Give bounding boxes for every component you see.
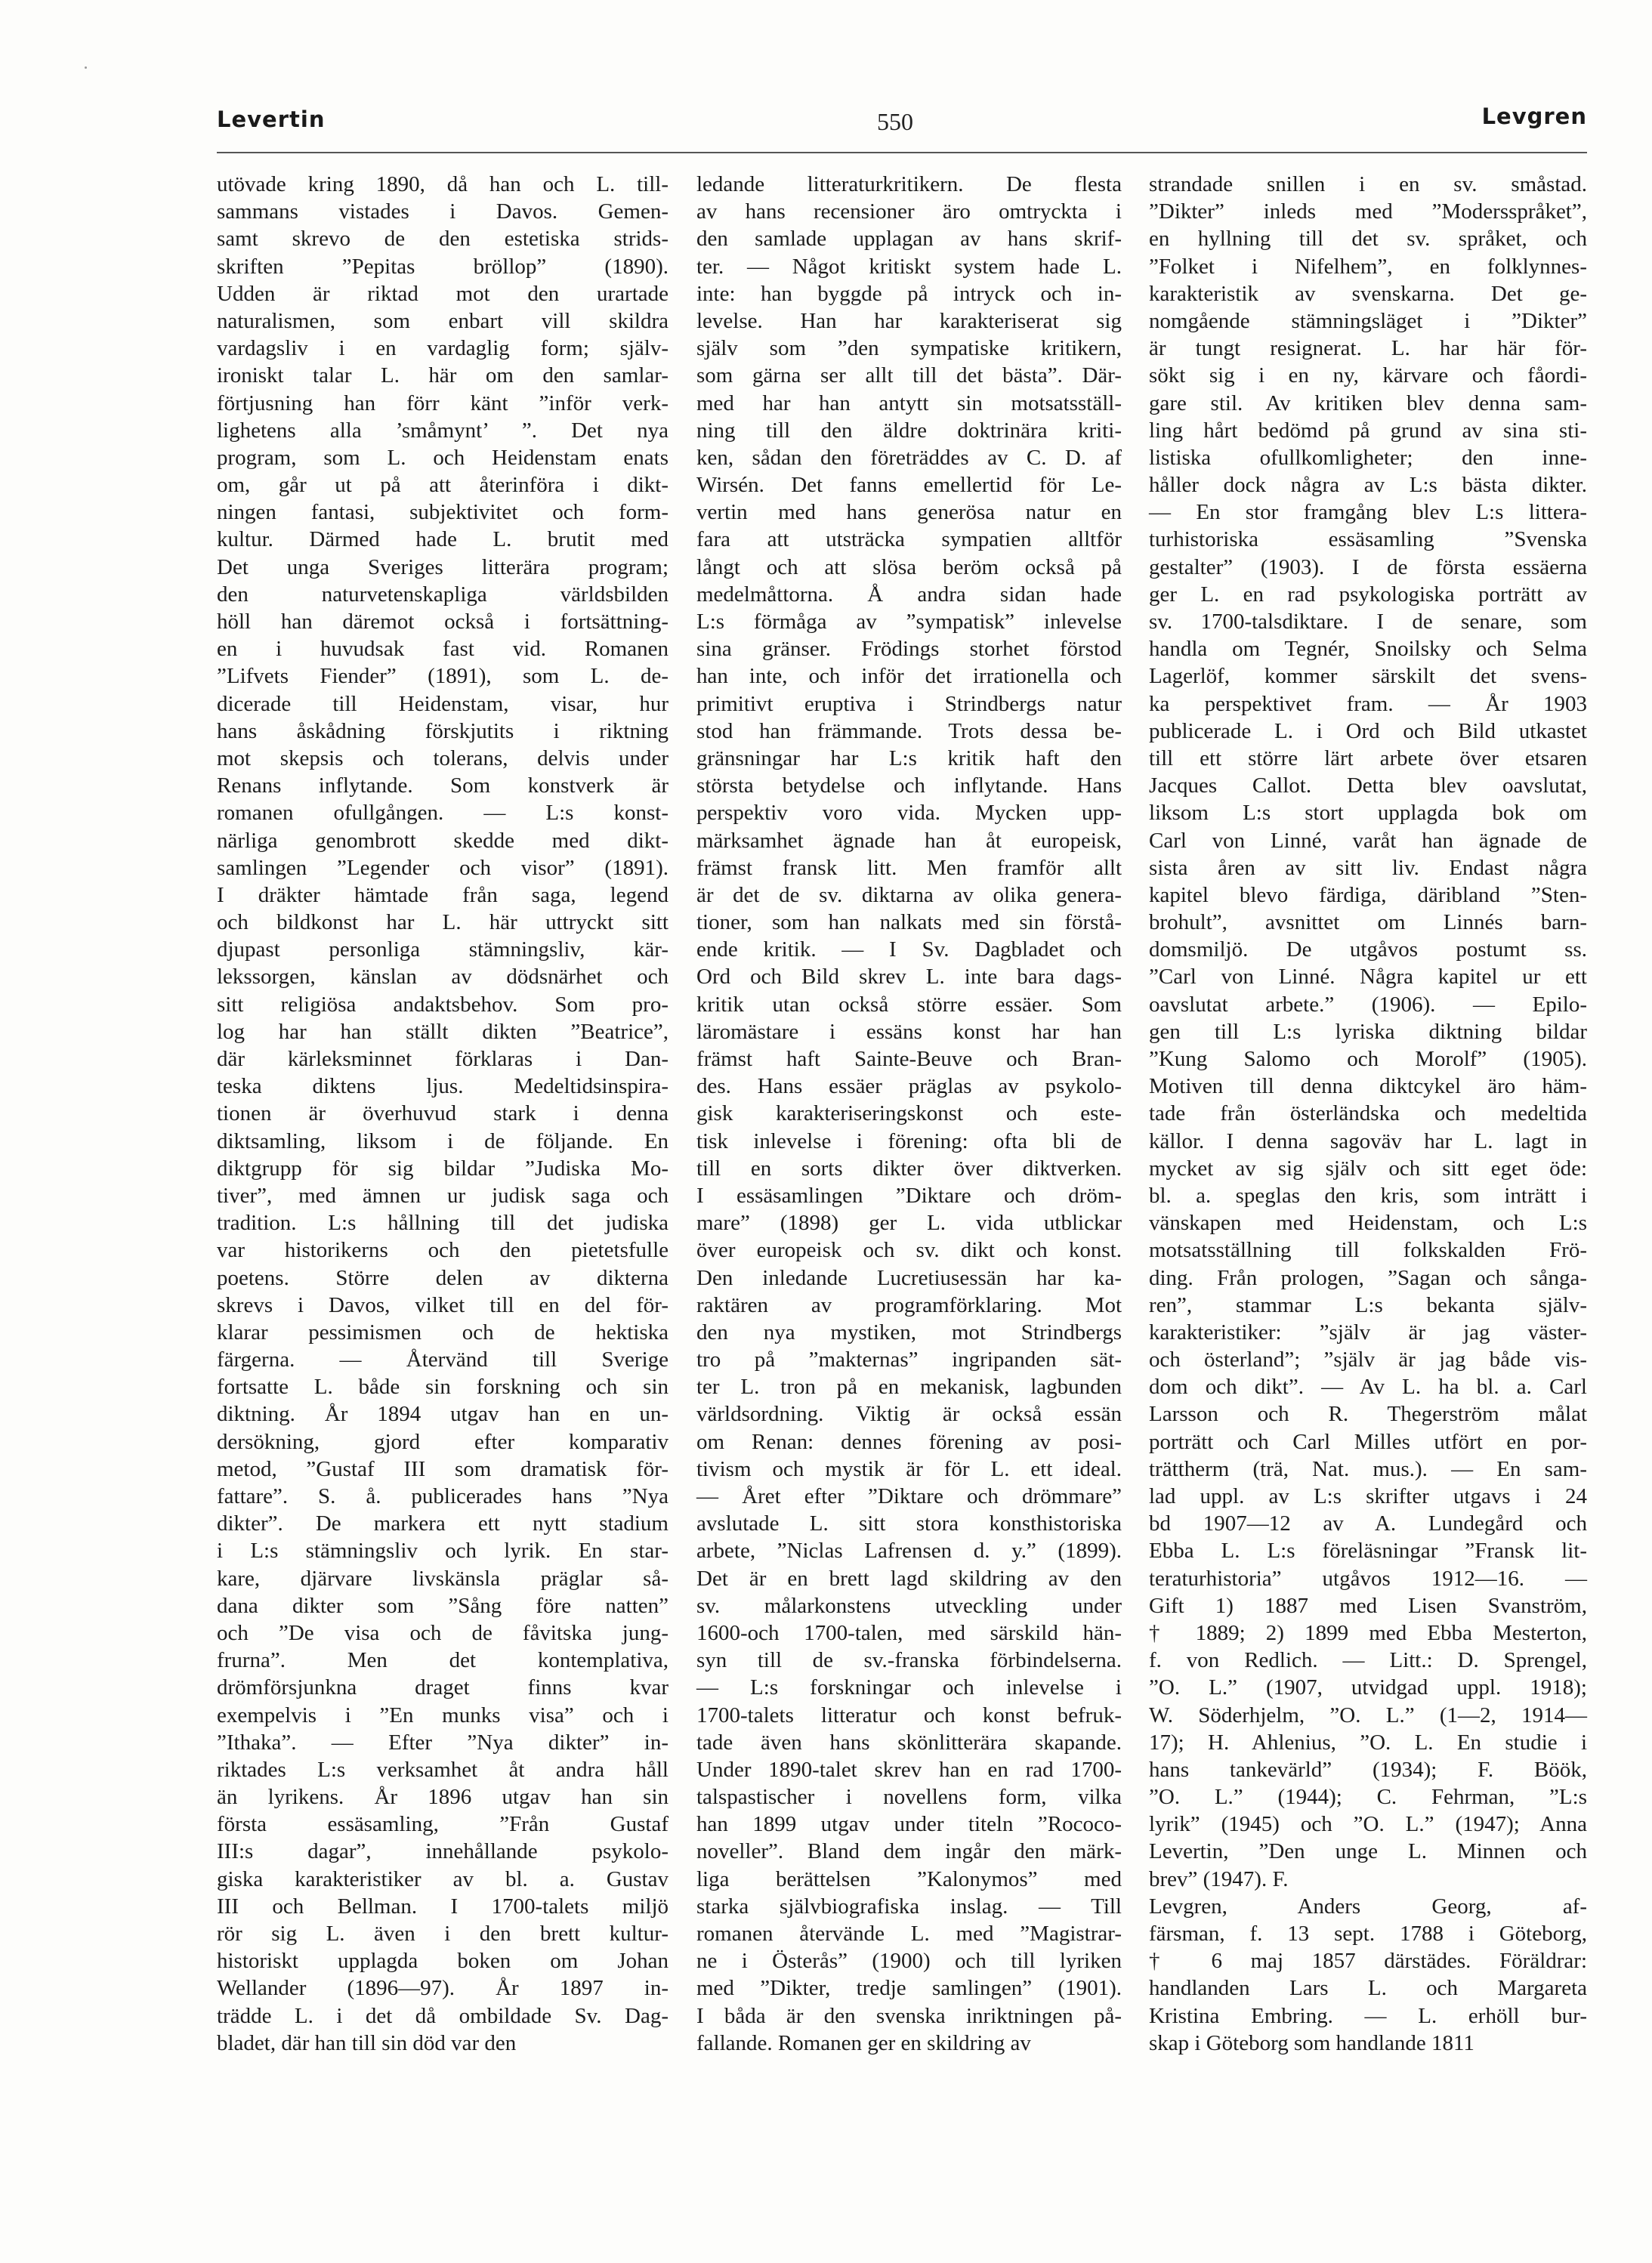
text-line: själv som ”den sympatiske kritikern, xyxy=(696,336,1122,361)
header-right-word: Levgren xyxy=(1481,103,1587,129)
text-line: III och Bellman. I 1700-talets miljö xyxy=(217,1894,669,1919)
text-line: Udden är riktad mot den urartade xyxy=(217,281,669,306)
text-line: vardagsliv i en vardaglig form; själv- xyxy=(217,336,669,361)
text-line: riktades L:s verksamhet åt andra håll xyxy=(217,1757,669,1782)
text-line: karakteristiker: ”själv är jag väster- xyxy=(1149,1320,1587,1345)
text-line: som gärna ser allt till det bästa”. Där- xyxy=(696,363,1122,388)
text-line: naturalismen, som enbart vill skildra xyxy=(217,308,669,333)
text-line: gestalter” (1903). I de första essäerna xyxy=(1149,554,1587,579)
text-line: medelmåttorna. Å andra sidan hade xyxy=(696,582,1122,607)
text-line: hans tankevärld” (1934); F. Böök, xyxy=(1149,1757,1587,1782)
text-line: långt och att slösa beröm också på xyxy=(696,554,1122,579)
text-line: den nya mystiken, mot Strindbergs xyxy=(696,1320,1122,1345)
text-line: trättherm (trä, Nat. mus.). — En sam- xyxy=(1149,1456,1587,1481)
text-line: till ett större lärt arbete över etsaren xyxy=(1149,746,1587,770)
text-line: Wellander (1896—97). År 1897 in- xyxy=(217,1976,669,2001)
text-line: — En stor framgång blev L:s littera- xyxy=(1149,500,1587,525)
text-line: primitivt eruptiva i Strindbergs natur xyxy=(696,691,1122,716)
text-line: arbete, ”Niclas Lafrensen d. y.” (1899). xyxy=(696,1539,1122,1564)
text-line: ”Carl von Linné. Några kapitel ur ett xyxy=(1149,965,1587,989)
text-line: i L:s stämningsliv och lyrik. En star- xyxy=(217,1539,669,1564)
text-line: gisk karakteriseringskonst och este- xyxy=(696,1101,1122,1126)
text-line: diktning. År 1894 utgav han en un- xyxy=(217,1402,669,1427)
text-line: listiska ofullkomligheter; den inne- xyxy=(1149,445,1587,470)
text-line: Kristina Embring. — L. erhöll bur- xyxy=(1149,2003,1587,2028)
text-line: mycket av sig själv och sitt eget öde: xyxy=(1149,1156,1587,1181)
text-line: den naturvetenskapliga världsbilden xyxy=(217,582,669,607)
text-line: Levertin, ”Den unge L. Minnen och xyxy=(1149,1839,1587,1864)
text-line: skrevs i Davos, vilket till en del för- xyxy=(217,1292,669,1317)
text-column-2 xyxy=(696,171,1122,2057)
text-line: sammans vistades i Davos. Gemen- xyxy=(217,199,669,224)
text-column-3 xyxy=(1149,171,1587,2057)
text-line: dikter”. De markera ett nytt stadium xyxy=(217,1511,669,1536)
text-line: ter. — Något kritiskt system hade L. xyxy=(696,254,1122,279)
text-line: färsman, f. 13 sept. 1788 i Göteborg, xyxy=(1149,1922,1587,1946)
text-line: Renans inflytande. Som konstverk är xyxy=(217,773,669,798)
text-line: kritik utan också större essäer. Som xyxy=(696,992,1122,1017)
text-line: utövade kring 1890, då han och L. till- xyxy=(217,172,669,196)
text-line: ren”, stammar L:s bekanta själv- xyxy=(1149,1292,1587,1317)
text-line: trädde L. i det då ombildade Sv. Dag- xyxy=(217,2003,669,2028)
text-line: liksom L:s stort upplagda bok om xyxy=(1149,801,1587,826)
text-line: Det är en brett lagd skildring av den xyxy=(696,1566,1122,1591)
text-line: lad uppl. av L:s skrifter utgavs i 24 xyxy=(1149,1484,1587,1508)
text-line: kare, djärvare livskänsla präglar så- xyxy=(217,1566,669,1591)
text-line: lyrik” (1945) och ”O. L.” (1947); Anna xyxy=(1149,1812,1587,1837)
text-line: är det de sv. diktarna av olika genera- xyxy=(696,882,1122,907)
text-line: — Året efter ”Diktare och drömmare” xyxy=(696,1484,1122,1508)
text-line: skriften ”Pepitas bröllop” (1890). xyxy=(217,254,669,279)
text-line: klarar pessimismen och de hektiska xyxy=(217,1320,669,1345)
text-line: än lyrikens. År 1896 utgav han sin xyxy=(217,1785,669,1810)
text-line: ne i Österås” (1900) och till lyriken xyxy=(696,1949,1122,1974)
text-line: ”O. L.” (1907, utvidgad uppl. 1918); xyxy=(1149,1675,1587,1700)
text-line: av hans recensioner äro omtryckta i xyxy=(696,199,1122,224)
text-line: † 1889; 2) 1899 med Ebba Mesterton, xyxy=(1149,1620,1587,1645)
text-line: var historikerns och den pietetsfulle xyxy=(217,1238,669,1263)
text-line: kapitel blevo färdiga, däribland ”Sten- xyxy=(1149,882,1587,907)
text-line: Den inledande Lucretiusessän har ka- xyxy=(696,1265,1122,1290)
text-line: historiskt upplagda boken om Johan xyxy=(217,1949,669,1974)
text-line: Det unga Sveriges litterära program; xyxy=(217,554,669,579)
text-line: liga berättelsen ”Kalonymos” med xyxy=(696,1866,1122,1891)
text-line: stod han främmande. Trots dessa be- xyxy=(696,718,1122,743)
text-line: ”Lifvets Fiender” (1891), som L. de- xyxy=(217,664,669,689)
text-line: ”Ithaka”. — Efter ”Nya dikter” in- xyxy=(217,1730,669,1755)
text-line: Under 1890-talet skrev han en rad 1700- xyxy=(696,1757,1122,1782)
text-line: och bildkonst har L. här uttryckt sitt xyxy=(217,910,669,935)
text-line: ger L. en rad psykologiska porträtt av xyxy=(1149,582,1587,607)
text-line: mare” (1898) ger L. vida utblickar xyxy=(696,1211,1122,1236)
text-line: publicerade L. i Ord och Bild utkastet xyxy=(1149,718,1587,743)
text-line: syn till de sv.-franska förbindelserna. xyxy=(696,1648,1122,1673)
text-line: Lagerlöf, kommer särskilt det svens- xyxy=(1149,664,1587,689)
text-line: främst fransk litt. Men framför allt xyxy=(696,855,1122,880)
text-line: närliga genombrott skedde med dikt- xyxy=(217,828,669,853)
text-line: metod, ”Gustaf III som dramatisk för- xyxy=(217,1456,669,1481)
text-line: motsatsställning till folkskalden Frö- xyxy=(1149,1238,1587,1263)
text-line: världsordning. Viktig är också essän xyxy=(696,1402,1122,1427)
text-line: exempelvis i ”En munks visa” och i xyxy=(217,1703,669,1727)
text-line: Levgren, Anders Georg, af- xyxy=(1149,1894,1587,1919)
text-line: avslutade L. sitt stora konsthistoriska xyxy=(696,1511,1122,1536)
text-line: Larsson och R. Thegerström målat xyxy=(1149,1402,1587,1427)
text-line: där kärleksminnet förklaras i Dan- xyxy=(217,1047,669,1071)
text-line: gränsningar har L:s kritik haft den xyxy=(696,746,1122,770)
text-line: I båda är den svenska inriktningen på- xyxy=(696,2003,1122,2028)
text-line: den samlade upplagan av hans skrif- xyxy=(696,227,1122,252)
text-line: ende kritik. — I Sv. Dagbladet och xyxy=(696,937,1122,962)
text-line: gen till L:s lyriska diktning bildar xyxy=(1149,1019,1587,1044)
text-line: tade från österländska och medeltida xyxy=(1149,1101,1587,1126)
text-line: rör sig L. även i den brett kultur- xyxy=(217,1922,669,1946)
text-line: diktgrupp för sig bildar ”Judiska Mo- xyxy=(217,1156,669,1181)
text-line: diktsamling, liksom i de följande. En xyxy=(217,1128,669,1153)
text-line: bl. a. speglas den kris, som inträtt i xyxy=(1149,1183,1587,1208)
text-line: ”Folket i Nifelhem”, en folklynnes- xyxy=(1149,254,1587,279)
text-line: vänskapen med Heidenstam, och L:s xyxy=(1149,1211,1587,1236)
text-line: L:s förmåga av ”sympatisk” inlevelse xyxy=(696,610,1122,634)
text-line: gare stil. Av kritiken blev denna sam- xyxy=(1149,391,1587,415)
text-line: handla om Tegnér, Snoilsky och Selma xyxy=(1149,637,1587,662)
text-line: domsmiljö. De utgåvos postumt ss. xyxy=(1149,937,1587,962)
text-line: fortsatte L. både sin forskning och sin xyxy=(217,1375,669,1400)
text-line: sitt religiösa andaktsbehov. Som pro- xyxy=(217,992,669,1017)
text-line: fattare”. S. å. publicerades hans ”Nya xyxy=(217,1484,669,1508)
text-line: lekssorgen, känslan av dödsnärhet och xyxy=(217,965,669,989)
text-line: brohult”, avsnittet om Linnés barn- xyxy=(1149,910,1587,935)
text-line: teska diktens ljus. Medeltidsinspira- xyxy=(217,1074,669,1099)
text-line: inte: han byggde på intryck och in- xyxy=(696,281,1122,306)
text-line: han 1899 utgav under titeln ”Rococo- xyxy=(696,1812,1122,1837)
text-line: sökt sig i en ny, kärvare och fåordi- xyxy=(1149,363,1587,388)
text-line: — L:s forskningar och inlevelse i xyxy=(696,1675,1122,1700)
text-line: första essäsamling, ”Från Gustaf xyxy=(217,1812,669,1837)
text-line: teraturhistoria” utgåvos 1912—16. — xyxy=(1149,1566,1587,1591)
text-line: raktären av programförklaring. Mot xyxy=(696,1292,1122,1317)
text-line: 1600-och 1700-talen, med särskild hän- xyxy=(696,1620,1122,1645)
text-line: III:s dagar”, innehållande psykolo- xyxy=(217,1839,669,1864)
text-line: I dräkter hämtade från saga, legend xyxy=(217,882,669,907)
text-line: förtjusning han förr känt ”inför verk- xyxy=(217,391,669,415)
text-line: karakteristik av svenskarna. Det ge- xyxy=(1149,281,1587,306)
text-line: fara att utsträcka sympatien alltför xyxy=(696,527,1122,552)
text-line: Jacques Callot. Detta blev oavslutat, xyxy=(1149,773,1587,798)
text-line: tro på ”makternas” ingripanden sät- xyxy=(696,1348,1122,1372)
text-line: skap i Göteborg som handlande 1811 xyxy=(1149,2030,1474,2055)
text-line: 1700-talets litteratur och konst befruk- xyxy=(696,1703,1122,1727)
text-line: dicerade till Heidenstam, visar, hur xyxy=(217,691,669,716)
text-line: ledande litteraturkritikern. De flesta xyxy=(696,172,1122,196)
text-line: giska karakteristiker av bl. a. Gustav xyxy=(217,1866,669,1891)
text-column-1 xyxy=(217,171,669,2057)
text-line: program, som L. och Heidenstam enats xyxy=(217,445,669,470)
text-line: ling hårt bedömd på grund av sina sti- xyxy=(1149,418,1587,443)
text-line: om Renan: dennes förening av posi- xyxy=(696,1429,1122,1454)
text-line: handlanden Lars L. och Margareta xyxy=(1149,1976,1587,2001)
text-line: dom och dikt”. — Av L. ha bl. a. Carl xyxy=(1149,1375,1587,1400)
text-line: med har han antytt sin motsatsställ- xyxy=(696,391,1122,415)
text-line: bladet, där han till sin död var den xyxy=(217,2030,517,2055)
text-line: ka perspektivet fram. — År 1903 xyxy=(1149,691,1587,716)
text-line: tioner, som han nalkats med sin förstå- xyxy=(696,910,1122,935)
text-line: † 6 maj 1857 därstädes. Föräldrar: xyxy=(1149,1949,1587,1974)
text-line: ningen fantasi, subjektivitet och form- xyxy=(217,500,669,525)
text-line: läromästare i essäns konst har han xyxy=(696,1019,1122,1044)
text-line: och österland”; ”själv är jag både vis- xyxy=(1149,1348,1587,1372)
text-line: ning till den äldre doktrinära kriti- xyxy=(696,418,1122,443)
text-line: färgerna. — Återvänd till Sverige xyxy=(217,1348,669,1372)
text-line: samt skrevo de den estetiska strids- xyxy=(217,227,669,252)
text-line: W. Söderhjelm, ”O. L.” (1—2, 1914— xyxy=(1149,1703,1587,1727)
text-line: 17); H. Ahlenius, ”O. L. En studie i xyxy=(1149,1730,1587,1755)
text-line: djupast personliga stämningsliv, kär- xyxy=(217,937,669,962)
text-line: källor. I denna sagoväv har L. lagt in xyxy=(1149,1128,1587,1153)
text-line: håller dock några av L:s bästa dikter. xyxy=(1149,473,1587,498)
text-line: strandade snillen i en sv. småstad. xyxy=(1149,172,1587,196)
text-line: ”Kung Salomo och Morolf” (1905). xyxy=(1149,1047,1587,1071)
text-line: ken, sådan den företräddes av C. D. af xyxy=(696,445,1122,470)
text-line: noveller”. Bland dem ingår den märk- xyxy=(696,1839,1122,1864)
text-line: ter L. tron på en mekanisk, lagbunden xyxy=(696,1375,1122,1400)
text-line: perspektiv voro vida. Mycken upp- xyxy=(696,801,1122,826)
text-line: samlingen ”Legender och visor” (1891). xyxy=(217,855,669,880)
text-line: Wirsén. Det fanns emellertid för Le- xyxy=(696,473,1122,498)
text-line: och ”De visa och de fåvitska jung- xyxy=(217,1620,669,1645)
text-line: ding. Från prologen, ”Sagan och sånga- xyxy=(1149,1265,1587,1290)
text-line: I essäsamlingen ”Diktare och dröm- xyxy=(696,1183,1122,1208)
text-line: Motiven till denna diktcykel äro häm- xyxy=(1149,1074,1587,1099)
text-line: drömförsjunkna draget finns kvar xyxy=(217,1675,669,1700)
text-line: oavslutat arbete.” (1906). — Epilo- xyxy=(1149,992,1587,1017)
text-line: främst haft Sainte-Beuve och Bran- xyxy=(696,1047,1122,1071)
text-line: mot skepsis och tolerans, delvis under xyxy=(217,746,669,770)
text-line: är tungt resignerat. L. har här för- xyxy=(1149,336,1587,361)
text-line: höll han däremot också i fortsättning- xyxy=(217,610,669,634)
text-line: poetens. Större delen av dikterna xyxy=(217,1265,669,1290)
text-line: romanen ofullgången. — L:s konst- xyxy=(217,801,669,826)
text-line: ”Dikter” inleds med ”Modersspråket”, xyxy=(1149,199,1587,224)
speck xyxy=(85,66,87,69)
text-line: lighetens alla ’småmynt’ ”. Det nya xyxy=(217,418,669,443)
text-line: tionen är överhuvud stark i denna xyxy=(217,1101,669,1126)
text-line: märksamhet ägnade han åt europeisk, xyxy=(696,828,1122,853)
text-line: Ebba L. L:s föreläsningar ”Fransk lit- xyxy=(1149,1539,1587,1564)
text-line: sista åren av sitt liv. Endast några xyxy=(1149,855,1587,880)
text-line: fallande. Romanen ger en skildring av xyxy=(696,2030,1031,2055)
text-line: dana dikter som ”Sång före natten” xyxy=(217,1593,669,1618)
text-line: nomgående stämningsläget i ”Dikter” xyxy=(1149,308,1587,333)
page-number: 550 xyxy=(877,108,913,135)
text-line: dersökning, gjord efter komparativ xyxy=(217,1429,669,1454)
text-line: kultur. Därmed hade L. brutit med xyxy=(217,527,669,552)
text-line: starka självbiografiska inslag. — Till xyxy=(696,1894,1122,1919)
text-line: sv. målarkonstens utveckling under xyxy=(696,1593,1122,1618)
text-line: tisk inlevelse i förening: ofta bli de xyxy=(696,1128,1122,1153)
text-line: Ord och Bild skrev L. inte bara dags- xyxy=(696,965,1122,989)
text-line: frurna”. Men det kontemplativa, xyxy=(217,1648,669,1673)
text-line: des. Hans essäer präglas av psykolo- xyxy=(696,1074,1122,1099)
text-line: sina gränser. Frödings storhet förstod xyxy=(696,637,1122,662)
text-line: största betydelse och inflytande. Hans xyxy=(696,773,1122,798)
text-line: Carl von Linné, varåt han ägnade de xyxy=(1149,828,1587,853)
text-line: vertin med hans generösa natur en xyxy=(696,500,1122,525)
text-line: log har han ställt dikten ”Beatrice”, xyxy=(217,1019,669,1044)
text-line: ironiskt talar L. här om den samlar- xyxy=(217,363,669,388)
text-line: talspastischer i novellens form, vilka xyxy=(696,1785,1122,1810)
text-line: en i huvudsak fast vid. Romanen xyxy=(217,637,669,662)
text-line: han inte, och inför det irrationella och xyxy=(696,664,1122,689)
text-line: tradition. L:s hållning till det judiska xyxy=(217,1211,669,1236)
text-line: hans åskådning förskjutits i riktning xyxy=(217,718,669,743)
text-line: tiver”, med ämnen ur judisk saga och xyxy=(217,1183,669,1208)
text-line: tivism och mystik är för L. ett ideal. xyxy=(696,1456,1122,1481)
text-line: porträtt och Carl Milles utfört en por- xyxy=(1149,1429,1587,1454)
text-line: levelse. Han har karakteriserat sig xyxy=(696,308,1122,333)
text-line: brev” (1947). F. xyxy=(1149,1866,1289,1891)
header-left-word: Levertin xyxy=(217,107,326,132)
text-line: ”O. L.” (1944); C. Fehrman, ”L:s xyxy=(1149,1785,1587,1810)
text-line: med ”Dikter, tredje samlingen” (1901). xyxy=(696,1976,1122,2001)
text-line: till en sorts dikter över diktverken. xyxy=(696,1156,1122,1181)
text-line: sv. 1700-talsdiktare. I de senare, som xyxy=(1149,610,1587,634)
text-line: f. von Redlich. — Litt.: D. Sprengel, xyxy=(1149,1648,1587,1673)
text-line: över europeisk och sv. dikt och konst. xyxy=(696,1238,1122,1263)
text-line: bd 1907—12 av A. Lundegård och xyxy=(1149,1511,1587,1536)
text-line: om, går ut på att återinföra i dikt- xyxy=(217,473,669,498)
text-line: en hyllning till det sv. språket, och xyxy=(1149,227,1587,252)
text-line: tade även hans skönlitterära skapande. xyxy=(696,1730,1122,1755)
text-line: turhistoriska essäsamling ”Svenska xyxy=(1149,527,1587,552)
text-line: romanen återvände L. med ”Magistrar- xyxy=(696,1922,1122,1946)
header-rule xyxy=(217,152,1587,153)
text-line: Gift 1) 1887 med Lisen Svanström, xyxy=(1149,1593,1587,1618)
